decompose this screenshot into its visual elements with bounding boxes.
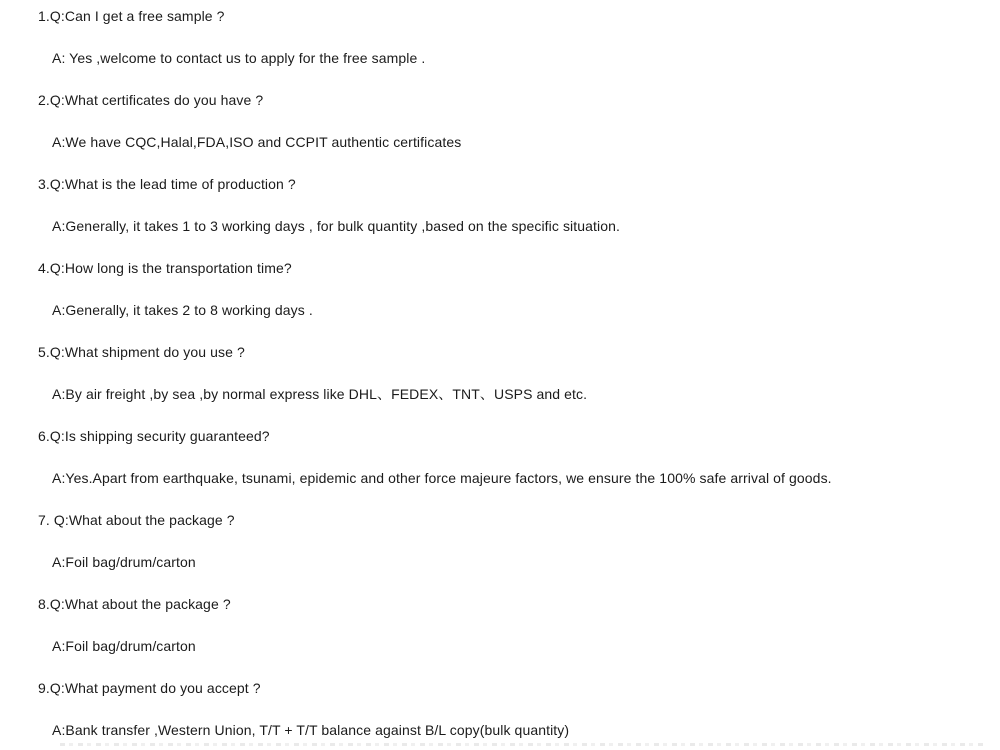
faq-answer: A:We have CQC,Halal,FDA,ISO and CCPIT authentic certificates: [52, 134, 462, 150]
faq-question: 3.Q:What is the lead time of production ?: [38, 176, 296, 192]
faq-question: 8.Q:What about the package ?: [38, 596, 231, 612]
faq-answer: A: Yes ,welcome to contact us to apply for the free sample .: [52, 50, 426, 66]
faq-question: 5.Q:What shipment do you use ?: [38, 344, 245, 360]
faq-answer: A:Bank transfer ,Western Union, T/T + T/T balance against B/L copy(bulk quantity): [52, 722, 570, 738]
faq-answer: A:By air freight ,by sea ,by normal express like DHL、FEDEX、TNT、USPS and etc.: [52, 386, 588, 402]
faq-question: 4.Q:How long is the transportation time?: [38, 260, 292, 276]
cropped-text-line: [60, 743, 985, 746]
faq-answer: A:Generally, it takes 1 to 3 working days , for bulk quantity ,based on the specific situation.: [52, 218, 620, 234]
faq-question: 6.Q:Is shipping security guaranteed?: [38, 428, 270, 444]
faq-answer: A:Yes.Apart from earthquake, tsunami, epidemic and other force majeure factors, we ensure the 100% safe arrival of goods.: [52, 470, 832, 486]
faq-answer: A:Foil bag/drum/carton: [52, 554, 196, 570]
faq-question: 9.Q:What payment do you accept ?: [38, 680, 261, 696]
faq-question: 7. Q:What about the package ?: [38, 512, 235, 528]
faq-answer: A:Foil bag/drum/carton: [52, 638, 196, 654]
faq-answer: A:Generally, it takes 2 to 8 working days .: [52, 302, 313, 318]
faq-question: 1.Q:Can I get a free sample ?: [38, 8, 225, 24]
faq-question: 2.Q:What certificates do you have ?: [38, 92, 264, 108]
